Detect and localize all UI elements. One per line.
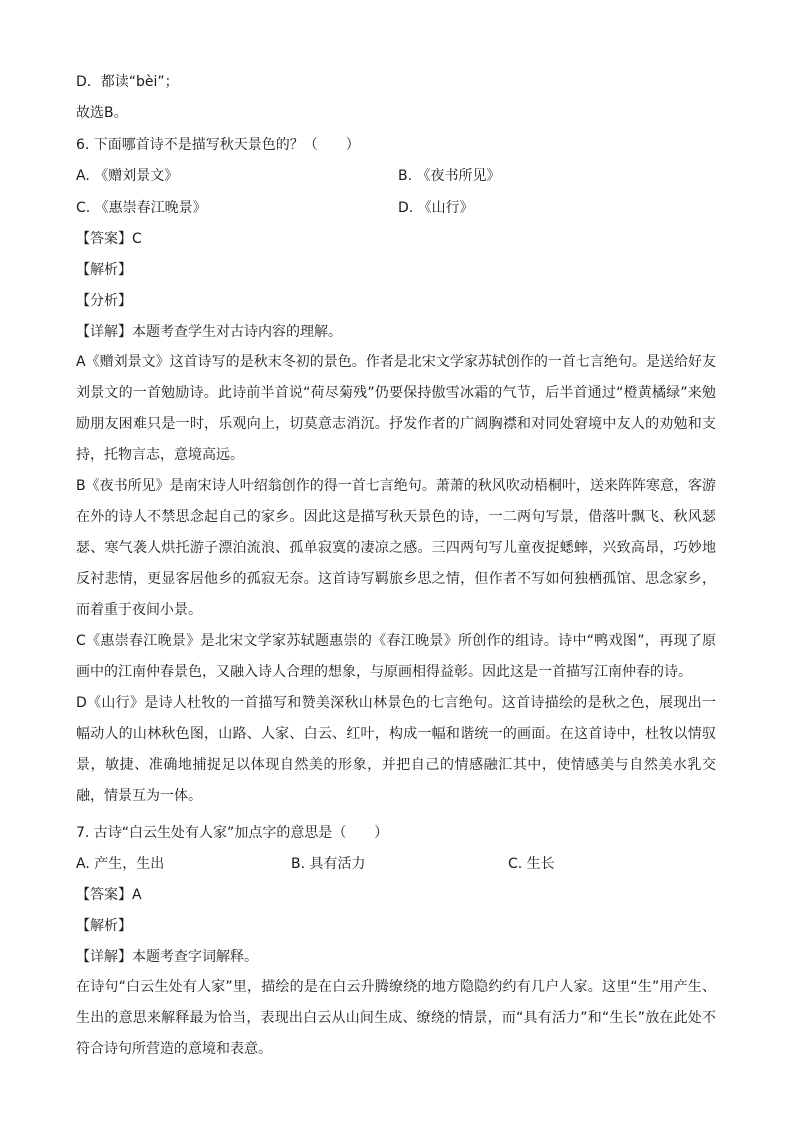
q6-option-c: C. 《惠崇春江晚景》 (76, 200, 207, 216)
q5-option-d-note: D．都读“bèi”； (76, 74, 179, 90)
q6-question: 6. 下面哪首诗不是描写秋天景色的？（ ） (76, 137, 360, 153)
q6-option-b: B. 《夜书所见》 (398, 168, 501, 184)
q6-para-d: D《山行》是诗人杜牧的一首描写和赞美深秋山林景色的七言绝句。这首诗描绘的是秋之色，展现出一幅动人的山林秋色图，山路、人家、白云、红叶，构成一幅和谐统一的画面。在这首诗中，杜牧以情驭景，敏捷、准确地捕捉足以体现自然美的形象，并把自己的情感融汇其中，使情感美与自然美水乳交融，情景互为一体。 (76, 695, 716, 804)
q7-analysis-heading: 【解析】 (76, 918, 132, 934)
q6-para-a: A《赠刘景文》这首诗写的是秋末冬初的景色。作者是北宋文学家苏轼创作的一首七言绝句。是送给好友刘景文的一首勉励诗。此诗前半首说“荷尽菊残”仍要保持傲雪冰霜的气节，后半首通过“橙黄橘绿”来勉励朋友困难只是一时，乐观向上，切莫意志消沉。抒发作者的广阔胸襟和对同处窘境中友人的劝勉和支持，托物言志，意境高远。 (76, 354, 716, 463)
q5-conclusion: 故选B。 (76, 105, 128, 121)
q7-option-b: B. 具有活力 (291, 856, 366, 872)
q7-option-a: A. 产生，生出 (76, 856, 165, 872)
q6-option-d: D. 《山行》 (398, 200, 474, 216)
q6-fenxi-heading: 【分析】 (76, 293, 132, 309)
q6-answer: 【答案】C (76, 231, 142, 247)
q6-option-a: A. 《赠刘景文》 (76, 168, 179, 184)
q6-detail-heading: 【详解】本题考查学生对古诗内容的理解。 (76, 324, 342, 340)
q6-para-b: B《夜书所见》是南宋诗人叶绍翁创作的得一首七言绝句。萧萧的秋风吹动梧桐叶，送来阵阵寒意，客游在外的诗人不禁思念起自己的家乡。因此这是描写秋天景色的诗，一二两句写景，借落叶飘飞、秋风瑟瑟、寒气袭人烘托游子漂泊流浪、孤单寂寞的凄凉之感。三四两句写儿童夜捉蟋蟀，兴致高昂，巧妙地反衬悲情，更显客居他乡的孤寂无奈。这首诗写羁旅乡思之情，但作者不写如何独栖孤馆、思念家乡，而着重于夜间小景。 (76, 478, 716, 618)
q6-para-c: C《惠崇春江晚景》是北宋文学家苏轼题惠崇的《春江晚景》所创作的组诗。诗中“鸭戏图”，再现了原画中的江南仲春景色，又融入诗人合理的想象，与原画相得益彰。因此这是一首描写江南仲春的诗。 (76, 633, 716, 680)
q7-answer: 【答案】A (76, 887, 142, 903)
q7-detail-heading: 【详解】本题考查字词解释。 (76, 949, 258, 965)
q6-analysis-heading: 【解析】 (76, 262, 132, 278)
q7-option-c: C. 生长 (508, 856, 555, 872)
q7-question: 7. 古诗“白云生处有人家”加点字的意思是（ ） (76, 825, 389, 841)
q7-para: 在诗句“白云生处有人家”里，描绘的是在白云升腾缭绕的地方隐隐约约有几户人家。这里“生”用产生、生出的意思来解释最为恰当，表现出白云从山间生成、缭绕的情景，而“具有活力”和“生长”放在此处不符合诗句所营造的意境和表意。 (76, 979, 716, 1057)
